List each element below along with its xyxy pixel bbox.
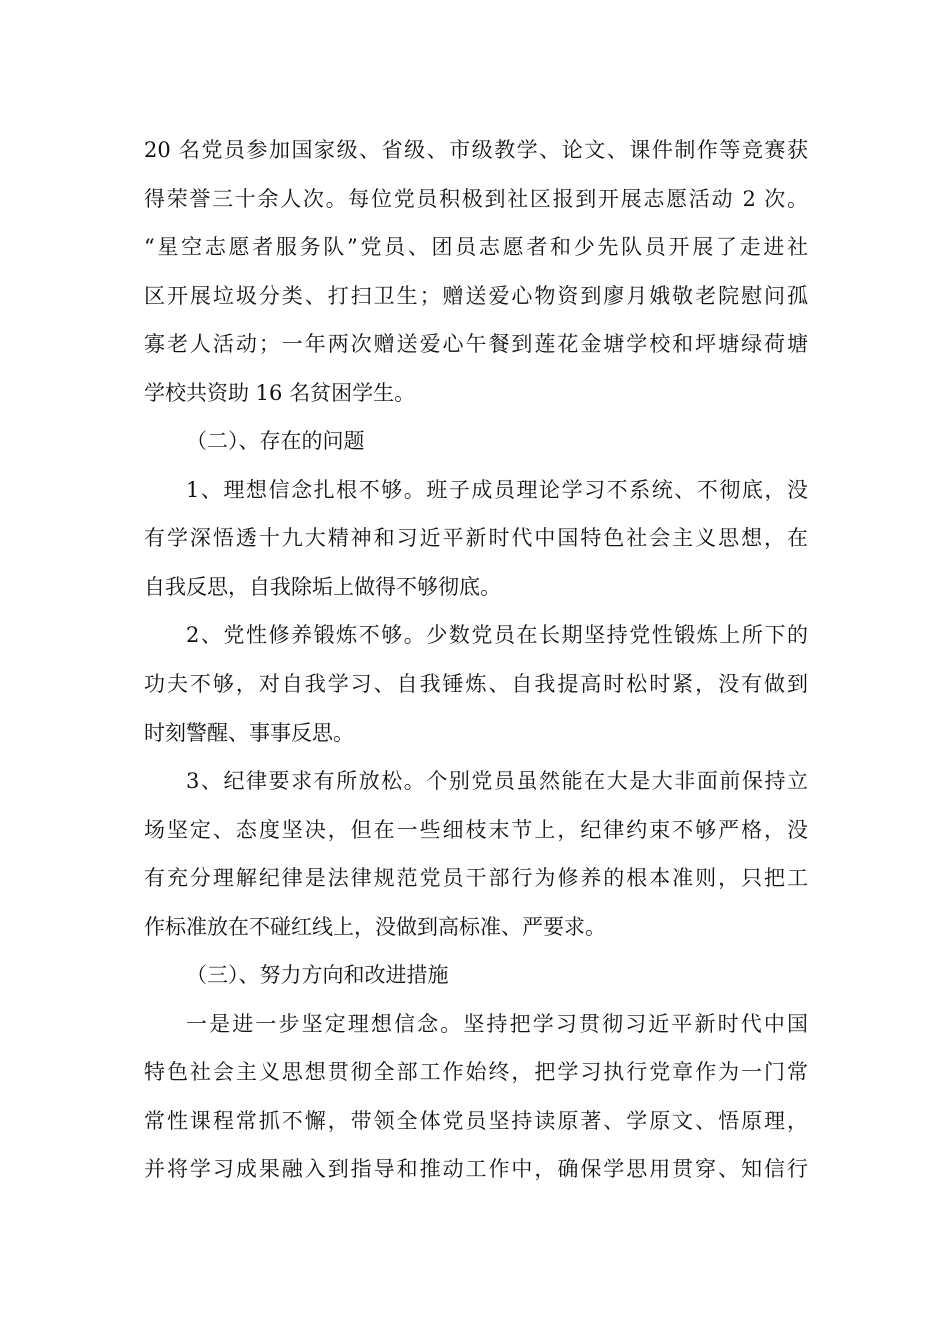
section-heading-measures: （三）、努力方向和改进措施 (186, 963, 449, 988)
body-line: 学校共资助 16 名贫困学生。 (144, 380, 416, 405)
body-line: 一是进一步坚定理想信念。坚持把学习贯彻习近平新时代中国 (186, 1011, 808, 1036)
document-body (144, 126, 808, 1194)
body-line: 1、理想信念扎根不够。班子成员理论学习不系统、不彻底，没 (186, 477, 808, 502)
body-line: “星空志愿者服务队”党员、团员志愿者和少先队员开展了走进社 (144, 235, 808, 260)
body-line: 有学深悟透十九大精神和习近平新时代中国特色社会主义思想，在 (144, 526, 808, 551)
body-line: 区开展垃圾分类、打扫卫生；赠送爱心物资到廖月娥敬老院慰问孤 (144, 283, 808, 308)
body-line: 有充分理解纪律是法律规范党员干部行为修养的根本准则，只把工 (144, 866, 808, 891)
body-line: 作标准放在不碰红线上，没做到高标准、严要求。 (144, 914, 606, 939)
body-line: 功夫不够，对自我学习、自我锤炼、自我提高时松时紧，没有做到 (144, 672, 808, 697)
body-line: 场坚定、态度坚决，但在一些细枝末节上，纪律约束不够严格，没 (144, 817, 808, 842)
body-line: 3、纪律要求有所放松。个别党员虽然能在大是大非面前保持立 (186, 769, 808, 794)
body-line: 时刻警醒、事事反思。 (144, 720, 354, 745)
body-line: 常性课程常抓不懈，带领全体党员坚持读原著、学原文、悟原理， (144, 1108, 808, 1133)
section-heading-problems: （二）、存在的问题 (186, 429, 365, 454)
body-line: 寡老人活动；一年两次赠送爱心午餐到莲花金塘学校和坪塘绿荷塘 (144, 332, 808, 357)
body-line: 得荣誉三十余人次。每位党员积极到社区报到开展志愿活动 2 次。 (144, 186, 808, 211)
body-line: 20 名党员参加国家级、省级、市级教学、论文、课件制作等竞赛获 (144, 138, 808, 162)
body-line: 自我反思，自我除垢上做得不够彻底。 (144, 574, 501, 599)
body-line: 并将学习成果融入到指导和推动工作中，确保学思用贯穿、知信行 (144, 1157, 808, 1182)
body-line: 特色社会主义思想贯彻全部工作始终，把学习执行党章作为一门常 (144, 1060, 808, 1085)
body-line: 2、党性修养锻炼不够。少数党员在长期坚持党性锻炼上所下的 (186, 623, 808, 648)
